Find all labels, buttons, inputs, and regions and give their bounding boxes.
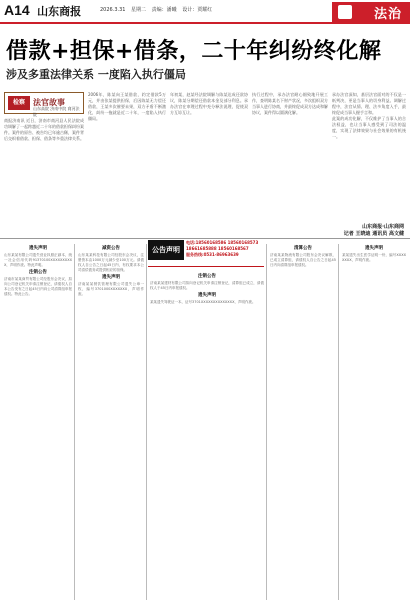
notice-text: 某某遗失驾驶证一本，证号3701XXXXXXXXXXXXXX，声明作废。 bbox=[150, 300, 256, 304]
notice-column-3 bbox=[150, 272, 264, 598]
notice-title: 注销公告 bbox=[29, 270, 47, 275]
byline bbox=[344, 224, 404, 238]
notice-text: 某某遗失出生医学证明一份，编号XXXXXXXX，声明作废。 bbox=[342, 253, 406, 262]
notice-title: 清算公告 bbox=[294, 246, 312, 251]
column-badge: 检察 bbox=[8, 96, 30, 110]
column-divider bbox=[266, 244, 267, 600]
notice-title: 遗失声明 bbox=[29, 246, 47, 251]
byline-reporter: 记者 王晓迪 通讯员 高文健 bbox=[343, 231, 404, 237]
article-column-4 bbox=[252, 92, 328, 232]
article-paragraph: 执行过程中，承办法官耐心细致地开展工作，查明陈某名下财产状况，多次组织双方当事人进行协商，并最终促成双方达成和解协议，案件得以圆满化解。 bbox=[252, 92, 328, 115]
headline: 借款+担保+借条，二十年纠纷终化解 bbox=[6, 39, 382, 64]
notice-column-5 bbox=[342, 244, 406, 598]
column-divider bbox=[338, 244, 339, 600]
header-rule bbox=[0, 22, 410, 24]
article-column-2 bbox=[88, 92, 166, 232]
ad-phone-line: 服务热线:0531-86963639 bbox=[186, 252, 239, 257]
article-paragraph: 年初某，赵某经法院调解与陈某达成还款协议，陈某分期偿还借款本金及部分利息。承办法官在审理过程中充分释法说理，促使双方互谅互让。 bbox=[170, 92, 248, 115]
notice-text: 济南某某物流有限公司股东会决议解散，已成立清算组，请债权人自公告之日起45日内向清算组申报债权。 bbox=[270, 253, 336, 267]
column-tag-box bbox=[4, 92, 84, 117]
notice-text: 山东某某科技有限公司经股东会决议，注册资本由1000万元减少至100万元。请债权人自公告之日起45日内，有权要求本公司清偿债务或提供相应的担保。 bbox=[78, 253, 144, 272]
column-divider bbox=[74, 244, 75, 600]
notice-text: 山东某某有限公司遗失营业执照正副本，统一社会信用代码91370100XXXXXXXXXX，声明作废。特此声明。 bbox=[4, 253, 72, 267]
section-divider bbox=[0, 238, 410, 239]
notice-title: 注销公告 bbox=[198, 274, 216, 279]
ad-divider bbox=[148, 266, 264, 267]
issue-date: 2026.3.31 bbox=[100, 7, 126, 13]
subheadline: 涉及多重法律关系 一度陷入执行僵局 bbox=[6, 68, 186, 81]
article-paragraph: 2006年，陈某向王某借款，约定借款5万元，并由张某提供担保，后因陈某无力偿还借款，王某多次催要未果，双方矛盾不断激化，纠纷一拖就是近二十年，一度陷入执行僵局。 bbox=[88, 92, 166, 121]
article-paragraph: 商报济南讯 近日，济南市商河县人民法院成功调解了一起跨越近二十年的借款担保纠纷案件。案件的原告、被告均已年逾古稀，案件背后交织着借款、担保、借条等多重法律关系。 bbox=[4, 118, 84, 141]
ad-phone-list bbox=[186, 240, 258, 258]
article-column-3 bbox=[170, 92, 248, 232]
article-paragraph: 承办法官深知，基层法官面对的不仅是一纸判决，更是当事人的切身利益。调解过程中，法官从情、理、法多角度入手，最终促成当事人握手言和。 bbox=[332, 92, 406, 115]
notice-column-1 bbox=[4, 244, 72, 598]
designer-credit: 设计：贾耀红 bbox=[182, 7, 213, 13]
newspaper-name: 山东商报 bbox=[37, 6, 82, 18]
column-divider bbox=[146, 244, 147, 600]
article-column-1 bbox=[4, 118, 84, 232]
issue-meta bbox=[100, 6, 212, 13]
page-header bbox=[0, 0, 410, 22]
notice-title: 遗失声明 bbox=[365, 246, 383, 251]
notice-ad-header bbox=[148, 240, 264, 266]
column-title: 法官故事 bbox=[33, 98, 65, 107]
column-subtitle: 山东高院 济南中院 商河法院 bbox=[33, 106, 80, 117]
editor-credit: 责编：潘曦 bbox=[151, 7, 177, 13]
byline-source: 山东商报·山东商网 bbox=[362, 224, 404, 230]
notice-text: 济南某某餐饮管理有限公司遗失公章一枚，编号3701000XXXXXXX，声明作废。 bbox=[78, 282, 144, 296]
section-title: 法治 bbox=[373, 7, 402, 22]
notice-column-2 bbox=[78, 244, 144, 598]
article-paragraph: 此案的成功化解，不仅维护了当事人的合法权益，也让当事人感受到了司法的温度，实现了法律效果与社会效果的有机统一。 bbox=[332, 116, 406, 139]
ad-phone-line: 电话:18560168586 18560168573 bbox=[186, 240, 259, 245]
notice-column-4 bbox=[270, 244, 336, 598]
page-number: A14 bbox=[4, 2, 30, 18]
issue-weekday: 星期二 bbox=[131, 7, 147, 13]
notice-text: 济南某某建材有限公司拟向登记机关申请注销登记，清算组已成立，请债权人于45日内申报债权。 bbox=[150, 281, 264, 290]
notice-stamp: 公告声明 bbox=[148, 240, 184, 260]
notice-title: 遗失声明 bbox=[102, 275, 120, 280]
section-tab bbox=[332, 2, 410, 22]
scale-icon bbox=[338, 5, 352, 19]
notice-title: 减资公告 bbox=[102, 246, 120, 251]
article-column-5 bbox=[332, 92, 406, 220]
ad-phone-line: 18661685888 18560168567 bbox=[186, 246, 249, 251]
notice-title: 遗失声明 bbox=[198, 293, 216, 298]
masthead bbox=[4, 2, 81, 20]
notice-text: 济南市某某商贸有限公司经股东会决议，拟向公司登记机关申请注销登记，请债权人自本公告发布之日起45日内向公司清算组申报债权。特此公告。 bbox=[4, 277, 72, 296]
